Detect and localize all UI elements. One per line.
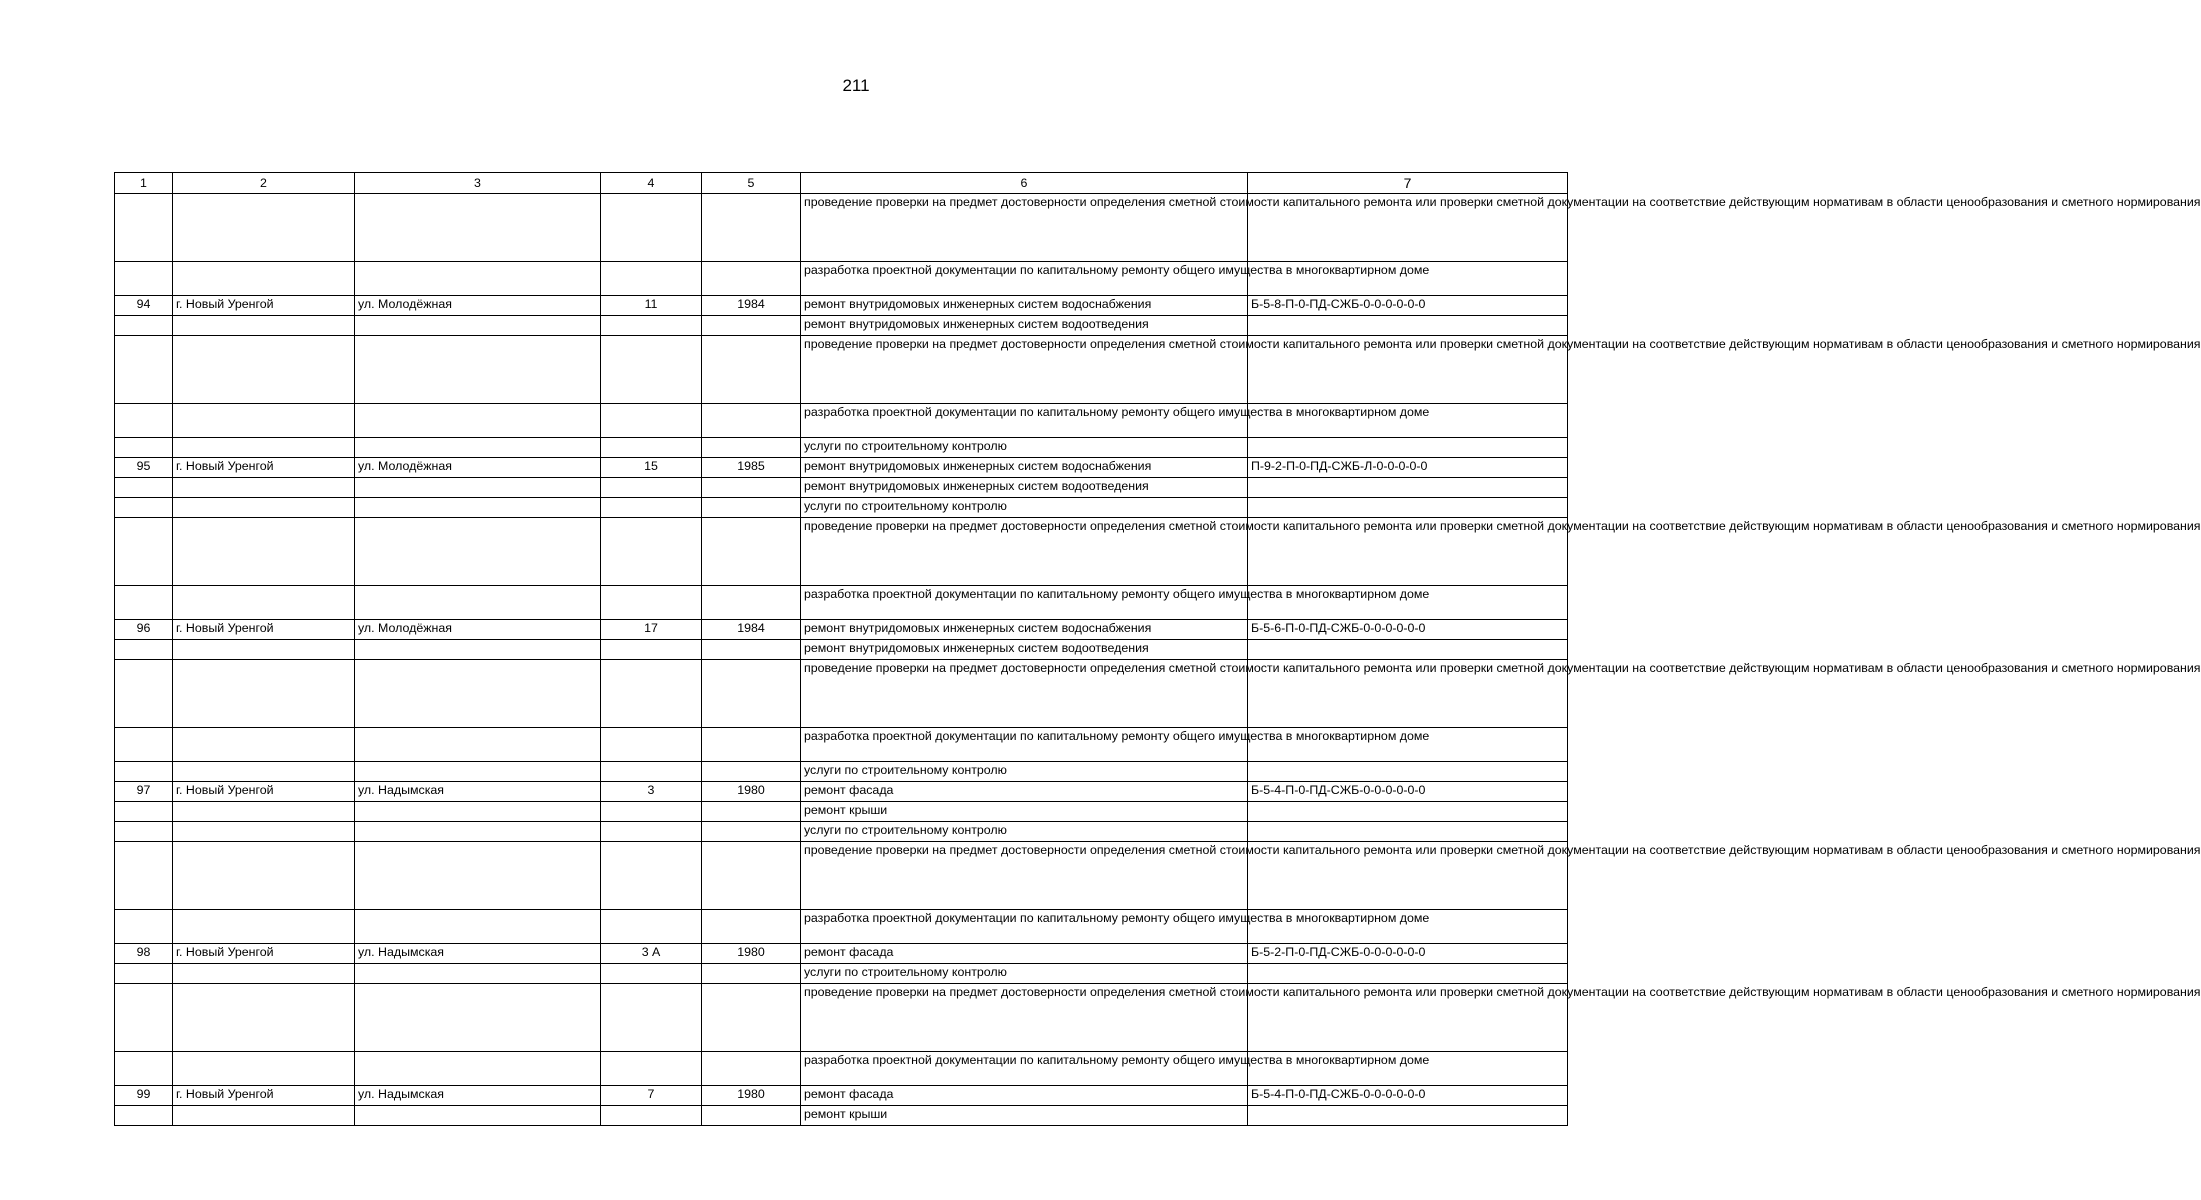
cell-city xyxy=(173,822,355,842)
cell-number xyxy=(115,336,173,404)
cell-house-code xyxy=(1248,640,1568,660)
cell-house xyxy=(601,1106,702,1126)
table-row xyxy=(115,1106,1568,1126)
cell-number xyxy=(115,640,173,660)
cell-house xyxy=(601,762,702,782)
cell-street: ул. Надымская xyxy=(355,944,601,964)
cell-city: г. Новый Уренгой xyxy=(173,944,355,964)
cell-house-code xyxy=(1248,498,1568,518)
cell-city: г. Новый Уренгой xyxy=(173,296,355,316)
cell-year: 1980 xyxy=(702,944,801,964)
cell-year: 1980 xyxy=(702,1086,801,1106)
cell-house-code: Б-5-8-П-0-ПД-СЖБ-0-0-0-0-0-0 xyxy=(1248,296,1568,316)
cell-year xyxy=(702,518,801,586)
cell-work-type: ремонт внутридомовых инженерных систем водоотведения xyxy=(801,478,1248,498)
table-row xyxy=(115,438,1568,458)
cell-work-type: ремонт крыши xyxy=(801,802,1248,822)
cell-street xyxy=(355,194,601,262)
cell-year xyxy=(702,728,801,762)
cell-work-type: проведение проверки на предмет достоверности определения сметной стоимости капитального ремонта или проверки сметной документации на соответствие действующим нормативам в области ценообразования и сметного нормирования xyxy=(801,842,1248,910)
cell-number xyxy=(115,984,173,1052)
cell-street: ул. Молодёжная xyxy=(355,296,601,316)
cell-work-type: проведение проверки на предмет достоверности определения сметной стоимости капитального ремонта или проверки сметной документации на соответствие действующим нормативам в области ценообразования и сметного нормирования xyxy=(801,194,1248,262)
cell-year xyxy=(702,822,801,842)
table-row xyxy=(115,336,1568,404)
cell-city: г. Новый Уренгой xyxy=(173,620,355,640)
cell-street xyxy=(355,586,601,620)
cell-city xyxy=(173,438,355,458)
cell-city xyxy=(173,194,355,262)
cell-work-type: разработка проектной документации по капитальному ремонту общего имущества в многоквартирном доме xyxy=(801,262,1248,296)
cell-year xyxy=(702,438,801,458)
cell-work-type: услуги по строительному контролю xyxy=(801,964,1248,984)
cell-street xyxy=(355,640,601,660)
cell-work-type: проведение проверки на предмет достоверности определения сметной стоимости капитального ремонта или проверки сметной документации на соответствие действующим нормативам в области ценообразования и сметного нормирования xyxy=(801,660,1248,728)
cell-house xyxy=(601,262,702,296)
cell-year: 1980 xyxy=(702,782,801,802)
cell-street xyxy=(355,762,601,782)
cell-city xyxy=(173,498,355,518)
cell-city xyxy=(173,262,355,296)
cell-work-type: ремонт фасада xyxy=(801,944,1248,964)
table-row xyxy=(115,194,1568,262)
cell-city xyxy=(173,404,355,438)
cell-street xyxy=(355,518,601,586)
cell-house xyxy=(601,518,702,586)
repair-program-table xyxy=(114,172,2201,1126)
cell-year xyxy=(702,194,801,262)
cell-year xyxy=(702,586,801,620)
cell-work-type: ремонт фасада xyxy=(801,782,1248,802)
cell-year xyxy=(702,984,801,1052)
cell-city xyxy=(173,518,355,586)
cell-city xyxy=(173,728,355,762)
table-row xyxy=(115,316,1568,336)
cell-house-code: Б-5-4-П-0-ПД-СЖБ-0-0-0-0-0-0 xyxy=(1248,782,1568,802)
cell-work-type: разработка проектной документации по капитальному ремонту общего имущества в многоквартирном доме xyxy=(801,1052,1248,1086)
cell-street xyxy=(355,1052,601,1086)
cell-year xyxy=(702,262,801,296)
cell-number xyxy=(115,910,173,944)
cell-house-code xyxy=(1248,822,1568,842)
cell-house xyxy=(601,640,702,660)
cell-city: г. Новый Уренгой xyxy=(173,782,355,802)
page-number: 211 xyxy=(842,76,870,95)
table-row xyxy=(115,944,1568,964)
cell-house: 15 xyxy=(601,458,702,478)
cell-house xyxy=(601,438,702,458)
cell-number xyxy=(115,1106,173,1126)
cell-city: г. Новый Уренгой xyxy=(173,1086,355,1106)
cell-number xyxy=(115,842,173,910)
cell-work-type: проведение проверки на предмет достоверности определения сметной стоимости капитального ремонта или проверки сметной документации на соответствие действующим нормативам в области ценообразования и сметного нормирования xyxy=(801,518,1248,586)
cell-city xyxy=(173,660,355,728)
cell-work-type: разработка проектной документации по капитальному ремонту общего имущества в многоквартирном доме xyxy=(801,586,1248,620)
cell-street xyxy=(355,262,601,296)
cell-number xyxy=(115,964,173,984)
cell-year xyxy=(702,336,801,404)
cell-street xyxy=(355,910,601,944)
cell-year xyxy=(702,910,801,944)
cell-number: 95 xyxy=(115,458,173,478)
cell-house xyxy=(601,478,702,498)
cell-house-code: Б-5-4-П-0-ПД-СЖБ-0-0-0-0-0-0 xyxy=(1248,1086,1568,1106)
cell-year xyxy=(702,404,801,438)
table-row xyxy=(115,762,1568,782)
cell-city xyxy=(173,964,355,984)
cell-number xyxy=(115,518,173,586)
cell-work-type: ремонт внутридомовых инженерных систем водоснабжения xyxy=(801,458,1248,478)
cell-street xyxy=(355,842,601,910)
cell-work-type: разработка проектной документации по капитальному ремонту общего имущества в многоквартирном доме xyxy=(801,910,1248,944)
cell-year xyxy=(702,802,801,822)
cell-house xyxy=(601,728,702,762)
cell-number xyxy=(115,762,173,782)
cell-house xyxy=(601,984,702,1052)
cell-street xyxy=(355,498,601,518)
table-row xyxy=(115,458,1568,478)
cell-work-type: ремонт крыши xyxy=(801,1106,1248,1126)
cell-house xyxy=(601,842,702,910)
cell-city xyxy=(173,984,355,1052)
cell-city: г. Новый Уренгой xyxy=(173,458,355,478)
col-header-7: 7 xyxy=(1248,173,1568,194)
cell-year xyxy=(702,1106,801,1126)
cell-work-type: разработка проектной документации по капитальному ремонту общего имущества в многоквартирном доме xyxy=(801,404,1248,438)
cell-work-type: услуги по строительному контролю xyxy=(801,438,1248,458)
cell-house xyxy=(601,964,702,984)
cell-house xyxy=(601,660,702,728)
cell-house-code: Б-5-6-П-0-ПД-СЖБ-0-0-0-0-0-0 xyxy=(1248,620,1568,640)
cell-street xyxy=(355,316,601,336)
cell-house xyxy=(601,194,702,262)
cell-street: ул. Надымская xyxy=(355,1086,601,1106)
col-header-2: 2 xyxy=(173,173,355,194)
col-header-3: 3 xyxy=(355,173,601,194)
cell-year: 1984 xyxy=(702,296,801,316)
cell-house: 3 xyxy=(601,782,702,802)
cell-street xyxy=(355,438,601,458)
cell-year xyxy=(702,964,801,984)
cell-work-type: услуги по строительному контролю xyxy=(801,822,1248,842)
cell-house-code: Б-5-2-П-0-ПД-СЖБ-0-0-0-0-0-0 xyxy=(1248,944,1568,964)
cell-house xyxy=(601,336,702,404)
cell-year: 1984 xyxy=(702,620,801,640)
cell-street xyxy=(355,1106,601,1126)
cell-city xyxy=(173,802,355,822)
cell-year xyxy=(702,498,801,518)
cell-number xyxy=(115,586,173,620)
table-row xyxy=(115,842,1568,910)
table-row xyxy=(115,640,1568,660)
cell-house xyxy=(601,586,702,620)
cell-year xyxy=(702,1052,801,1086)
cell-number xyxy=(115,262,173,296)
cell-year xyxy=(702,640,801,660)
cell-house: 17 xyxy=(601,620,702,640)
cell-house-code xyxy=(1248,438,1568,458)
cell-city xyxy=(173,1106,355,1126)
cell-street xyxy=(355,336,601,404)
cell-number: 94 xyxy=(115,296,173,316)
table-row xyxy=(115,498,1568,518)
cell-street xyxy=(355,822,601,842)
table-row xyxy=(115,782,1568,802)
cell-house-code xyxy=(1248,762,1568,782)
cell-number xyxy=(115,316,173,336)
cell-house-code: П-9-2-П-0-ПД-СЖБ-Л-0-0-0-0-0 xyxy=(1248,458,1568,478)
table-row xyxy=(115,262,1568,296)
cell-street xyxy=(355,404,601,438)
cell-number xyxy=(115,498,173,518)
col-header-1: 1 xyxy=(115,173,173,194)
cell-street xyxy=(355,984,601,1052)
table-row xyxy=(115,822,1568,842)
table-row xyxy=(115,964,1568,984)
cell-number: 97 xyxy=(115,782,173,802)
cell-house: 3 А xyxy=(601,944,702,964)
cell-city xyxy=(173,1052,355,1086)
table-row xyxy=(115,620,1568,640)
cell-work-type: ремонт внутридомовых инженерных систем водоснабжения xyxy=(801,296,1248,316)
cell-work-type: ремонт фасада xyxy=(801,1086,1248,1106)
cell-city xyxy=(173,336,355,404)
cell-year xyxy=(702,660,801,728)
cell-house-code xyxy=(1248,964,1568,984)
table-row xyxy=(115,404,1568,438)
cell-house xyxy=(601,1052,702,1086)
cell-house xyxy=(601,802,702,822)
cell-street: ул. Надымская xyxy=(355,782,601,802)
cell-number xyxy=(115,822,173,842)
cell-house xyxy=(601,404,702,438)
cell-street: ул. Молодёжная xyxy=(355,620,601,640)
cell-house xyxy=(601,822,702,842)
cell-number xyxy=(115,404,173,438)
table-row xyxy=(115,910,1568,944)
table-row xyxy=(115,1052,1568,1086)
cell-house xyxy=(601,910,702,944)
table-row xyxy=(115,1086,1568,1106)
cell-city xyxy=(173,762,355,782)
cell-number xyxy=(115,194,173,262)
table-body xyxy=(115,194,2201,1126)
cell-house-code xyxy=(1248,478,1568,498)
col-header-6: 6 xyxy=(801,173,1248,194)
cell-city xyxy=(173,316,355,336)
cell-year xyxy=(702,316,801,336)
cell-house-code xyxy=(1248,1106,1568,1126)
cell-city xyxy=(173,910,355,944)
cell-work-type: услуги по строительному контролю xyxy=(801,498,1248,518)
cell-number: 96 xyxy=(115,620,173,640)
cell-year xyxy=(702,478,801,498)
cell-number xyxy=(115,802,173,822)
cell-street xyxy=(355,660,601,728)
cell-house xyxy=(601,498,702,518)
cell-work-type: услуги по строительному контролю xyxy=(801,762,1248,782)
cell-work-type: проведение проверки на предмет достоверности определения сметной стоимости капитального ремонта или проверки сметной документации на соответствие действующим нормативам в области ценообразования и сметного нормирования xyxy=(801,984,1248,1052)
header-row xyxy=(115,173,1568,194)
cell-number xyxy=(115,1052,173,1086)
cell-work-type: ремонт внутридомовых инженерных систем водоотведения xyxy=(801,640,1248,660)
cell-city xyxy=(173,586,355,620)
cell-street xyxy=(355,478,601,498)
cell-street xyxy=(355,964,601,984)
cell-number xyxy=(115,438,173,458)
table-row xyxy=(115,802,1568,822)
cell-house: 11 xyxy=(601,296,702,316)
col-header-4: 4 xyxy=(601,173,702,194)
table-row xyxy=(115,660,1568,728)
cell-number xyxy=(115,728,173,762)
cell-city xyxy=(173,640,355,660)
cell-number: 99 xyxy=(115,1086,173,1106)
cell-year xyxy=(702,762,801,782)
cell-house: 7 xyxy=(601,1086,702,1106)
table-row xyxy=(115,728,1568,762)
table-row xyxy=(115,586,1568,620)
cell-city xyxy=(173,478,355,498)
table-row xyxy=(115,984,1568,1052)
cell-house-code xyxy=(1248,316,1568,336)
cell-house-code xyxy=(1248,802,1568,822)
cell-city xyxy=(173,842,355,910)
cell-street: ул. Молодёжная xyxy=(355,458,601,478)
cell-year xyxy=(702,842,801,910)
cell-street xyxy=(355,802,601,822)
cell-work-type: проведение проверки на предмет достоверности определения сметной стоимости капитального ремонта или проверки сметной документации на соответствие действующим нормативам в области ценообразования и сметного нормирования xyxy=(801,336,1248,404)
table-row xyxy=(115,518,1568,586)
cell-number: 98 xyxy=(115,944,173,964)
col-header-5: 5 xyxy=(702,173,801,194)
cell-number xyxy=(115,478,173,498)
table-row xyxy=(115,296,1568,316)
cell-work-type: разработка проектной документации по капитальному ремонту общего имущества в многоквартирном доме xyxy=(801,728,1248,762)
cell-street xyxy=(355,728,601,762)
cell-year: 1985 xyxy=(702,458,801,478)
cell-house xyxy=(601,316,702,336)
cell-work-type: ремонт внутридомовых инженерных систем водоотведения xyxy=(801,316,1248,336)
cell-work-type: ремонт внутридомовых инженерных систем водоснабжения xyxy=(801,620,1248,640)
table-row xyxy=(115,478,1568,498)
cell-number xyxy=(115,660,173,728)
